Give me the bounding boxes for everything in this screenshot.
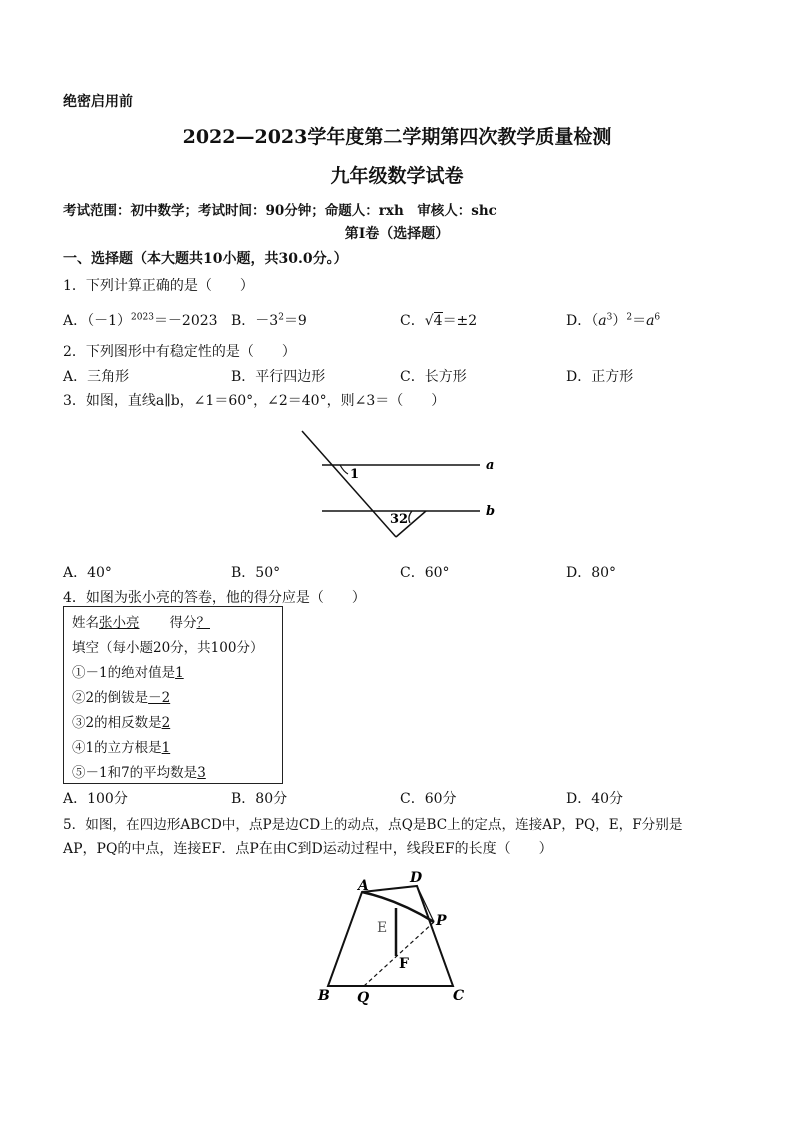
angle-1-arc: [340, 465, 348, 474]
line-b-label: b: [486, 504, 496, 519]
answer-card-item: ①－1的绝对值是1: [72, 665, 184, 681]
line-a-label: a: [486, 458, 495, 473]
vertex-c-label: C: [453, 988, 465, 1004]
q4-stem: 4．如图为张小亮的答卷，他的得分应是（ ）: [63, 590, 366, 606]
radicand: 4: [433, 313, 443, 329]
q3-option-d: D．80°: [566, 565, 617, 581]
q3-option-b: B．50°: [231, 565, 281, 581]
exam-subtitle: 九年级数学试卷: [330, 165, 464, 187]
sqrt-symbol: √: [424, 313, 434, 329]
answer-card-item: ⑤－1和7的平均数是3: [72, 765, 206, 781]
answer-card-instruction: 填空（每小题20分，共100分）: [72, 640, 264, 656]
vertex-b-label: B: [318, 988, 330, 1004]
segment-pq: [364, 922, 434, 986]
answer-card: [63, 606, 283, 784]
q5-quadrilateral-figure: [310, 868, 480, 1008]
q2-option-c: C．长方形: [400, 369, 467, 385]
answer-card-item: ④1的立方根是1: [72, 740, 171, 756]
angle-2-arc: [409, 511, 412, 523]
q3-option-a: A．40°: [63, 565, 112, 581]
answer-card-item: ②2的倒钹是－2: [72, 690, 171, 706]
q2-option-b: B．平行四边形: [231, 369, 326, 385]
q4-option-c: C．60分: [400, 791, 457, 807]
q3-parallel-lines-figure: [290, 425, 510, 545]
section-heading: 一、选择题（本大题共10小题，共30.0分。）: [63, 251, 348, 267]
q1-option-d: D．$(a^3)^2=a^6$: [566, 312, 661, 329]
exam-info: 考试范围：初中数学；考试时间：90分钟；命题人：rxh 审核人：shc: [63, 203, 497, 219]
point-f-label: F: [399, 956, 409, 972]
q4-option-a: A．100分: [63, 791, 128, 807]
answer-card-header: 姓名张小亮 得分？: [72, 615, 210, 631]
confidential-label: 绝密启用前: [63, 94, 133, 110]
q1-option-a: A．$(-1)^{2023}=-2023$: [63, 312, 218, 329]
exam-title: 2022—2023学年度第二学期第四次教学质量检测: [182, 126, 612, 148]
vertex-a-label: A: [358, 878, 369, 894]
vertex-d-label: D: [410, 870, 423, 886]
point-e-label: E: [377, 920, 388, 936]
q5-stem-line2: AP，PQ的中点，连接EF．点P在由C到D运动过程中，线段EF的长度（ ）: [63, 841, 553, 857]
transversal-1: [302, 431, 396, 537]
angle-32-label: 32: [390, 512, 409, 527]
q4-option-b: B．80分: [231, 791, 288, 807]
answer-card-item: ③2的相反数是2: [72, 715, 171, 731]
q4-option-d: D．40分: [566, 791, 624, 807]
point-p-label: P: [436, 913, 447, 929]
point-q-label: Q: [357, 990, 370, 1006]
q1-stem: 1．下列计算正确的是（ ）: [63, 278, 254, 294]
q2-option-a: A．三角形: [63, 369, 130, 385]
q1-option-c: C．√4＝±2: [400, 313, 478, 329]
q3-stem: 3．如图，直线a∥b，∠1＝60°，∠2＝40°，则∠3＝（ ）: [63, 393, 446, 409]
angle-1-label: 1: [350, 467, 360, 482]
q5-stem-line1: 5．如图，在四边形ABCD中，点P是边CD上的动点，点Q是BC上的定点，连接AP，PQ，E，F分别是: [63, 817, 683, 833]
q2-stem: 2．下列图形中有稳定性的是（ ）: [63, 344, 296, 360]
q2-option-d: D．正方形: [566, 369, 634, 385]
q1-option-b: B．$-3^2=9$: [231, 312, 307, 329]
volume-heading: 第Ⅰ卷（选择题）: [344, 226, 450, 242]
segment-ap: [362, 892, 434, 922]
q3-option-c: C．60°: [400, 565, 450, 581]
